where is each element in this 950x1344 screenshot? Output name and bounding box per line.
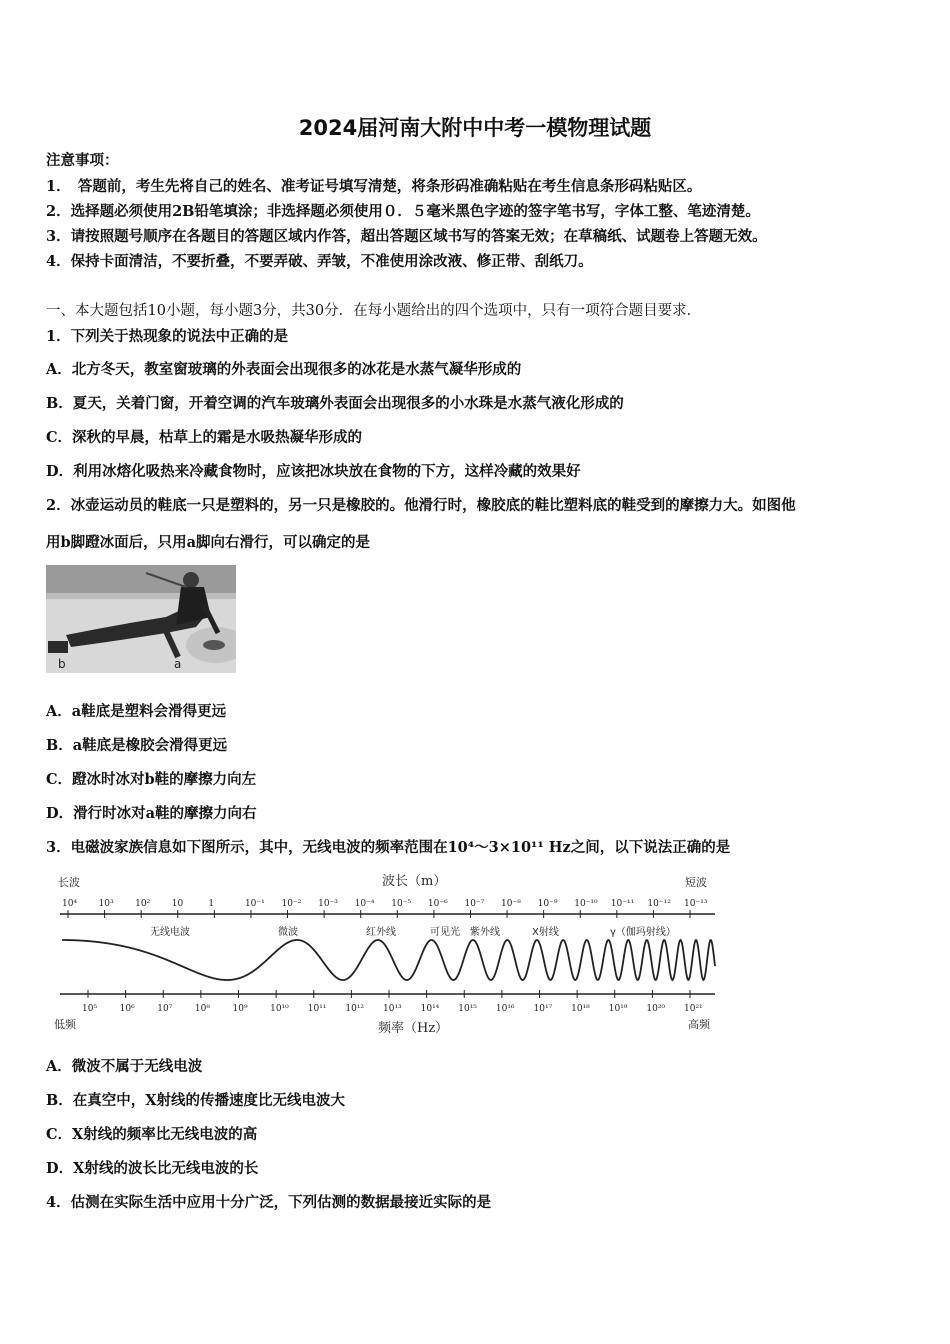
wavelength-tick-label: 10⁻¹²	[647, 899, 671, 909]
label-high-freq: 高频	[688, 1018, 710, 1031]
q1-option-c: C．深秋的早晨，枯草上的霜是水吸热凝华形成的	[46, 429, 363, 446]
photo-label-b: b	[58, 657, 66, 671]
q3-option-a: A．微波不属于无线电波	[46, 1058, 203, 1075]
frequency-tick-label: 10²¹	[684, 1004, 703, 1014]
frequency-tick-label: 10¹⁷	[533, 1004, 553, 1014]
wavelength-tick-label: 10⁻⁵	[391, 899, 412, 909]
frequency-tick-label: 10⁹	[232, 1004, 248, 1014]
band-label: X射线	[532, 927, 559, 938]
wavelength-tick-label: 10⁻⁶	[427, 899, 448, 909]
notice-heading: 注意事项：	[46, 152, 119, 169]
wavelength-tick-label: 10⁻¹	[244, 899, 265, 909]
q1-option-b: B．夏天，关着门窗，开着空调的汽车玻璃外表面会出现很多的小水珠是水蒸气液化形成的	[46, 395, 624, 412]
wavelength-tick-label: 10²	[135, 899, 151, 909]
frequency-tick-label: 10¹⁵	[458, 1004, 477, 1014]
q3-option-c: C．X射线的频率比无线电波的高	[46, 1126, 258, 1143]
q2-option-b: B．a鞋底是橡胶会滑得更远	[46, 737, 228, 754]
curling-photo	[46, 565, 236, 673]
q2-option-a: A．a鞋底是塑料会滑得更远	[46, 703, 227, 720]
label-short-wave: 短波	[685, 876, 707, 889]
label-long-wave: 长波	[58, 876, 80, 889]
page-title: 2024届河南大附中中考一模物理试题	[298, 116, 652, 140]
wavelength-tick-label: 10⁻⁹	[537, 899, 558, 909]
frequency-tick-label: 10¹⁴	[420, 1004, 440, 1014]
q1-option-d: D．利用冰熔化吸热来冷藏食物时，应该把冰块放在食物的下方，这样冷藏的效果好	[46, 463, 581, 480]
wavelength-tick-label: 10⁻⁴	[354, 899, 375, 909]
frequency-tick-label: 10⁷	[157, 1004, 173, 1014]
notice-item: 1． 答题前，考生先将自己的姓名、准考证号填写清楚，将条形码准确粘贴在考生信息条形码粘贴区。	[46, 178, 702, 195]
frequency-tick-label: 10²⁰	[646, 1004, 666, 1014]
notice-item: 2．选择题必须使用2B铅笔填涂；非选择题必须使用０．５毫米黑色字迹的签字笔书写，字体工整、笔迹清楚。	[46, 203, 760, 220]
q2-option-c: C．蹬冰时冰对b鞋的摩擦力向左	[46, 771, 257, 788]
frequency-tick-label: 10¹⁸	[571, 1004, 590, 1014]
frequency-tick-label: 10⁸	[194, 1004, 210, 1014]
wavelength-tick-label: 10⁻⁷	[464, 899, 485, 909]
wavelength-tick-label: 10⁻³	[318, 899, 338, 909]
frequency-tick-label: 10¹⁰	[270, 1004, 289, 1014]
band-label: 微波	[278, 927, 298, 938]
q3-option-d: D．X射线的波长比无线电波的长	[46, 1160, 259, 1177]
frequency-tick-label: 10⁶	[119, 1004, 135, 1014]
frequency-tick-label: 10¹²	[345, 1004, 365, 1014]
wavelength-tick-label: 10³	[98, 899, 114, 909]
wavelength-tick-label: 10⁻²	[281, 899, 302, 909]
q1-option-a: A．北方冬天，教室窗玻璃的外表面会出现很多的冰花是水蒸气凝华形成的	[46, 361, 522, 378]
photo-label-a: a	[174, 657, 182, 671]
frequency-tick-label: 10¹¹	[307, 1004, 327, 1014]
band-label: 可见光	[430, 927, 460, 938]
wavelength-tick-label: 10⁻¹³	[684, 899, 708, 909]
wavelength-tick-label: 10⁻¹⁰	[574, 899, 598, 909]
band-label: 紫外线	[470, 927, 500, 938]
wavelength-tick-label: 10⁻⁸	[501, 899, 521, 909]
q1-stem: 1．下列关于热现象的说法中正确的是	[46, 328, 289, 345]
q4-stem: 4．估测在实际生活中应用十分广泛，下列估测的数据最接近实际的是	[46, 1194, 492, 1211]
q2-option-d: D．滑行时冰对a鞋的摩擦力向右	[46, 805, 257, 822]
q3-stem: 3．电磁波家族信息如下图所示，其中，无线电波的频率范围在10⁴～3×10¹¹ Hz之间，以下说法正确的是	[46, 839, 731, 856]
notice-item: 4．保持卡面清洁，不要折叠，不要弄破、弄皱，不准使用涂改液、修正带、刮纸刀。	[46, 253, 593, 270]
frequency-tick-label: 10¹³	[383, 1004, 402, 1014]
em-spectrum-diagram	[50, 868, 720, 1036]
frequency-title: 频率（Hz）	[378, 1021, 449, 1036]
q3-option-b: B．在真空中，X射线的传播速度比无线电波大	[46, 1092, 346, 1109]
q2-stem-line2: 用b脚蹬冰面后，只用a脚向右滑行，可以确定的是	[46, 534, 371, 551]
wavelength-title: 波长（m）	[382, 874, 447, 889]
frequency-tick-label: 10¹⁹	[608, 1004, 628, 1014]
notice-item: 3．请按照题号顺序在各题目的答题区域内作答，超出答题区域书写的答案无效；在草稿纸、试题卷上答题无效。	[46, 228, 767, 245]
label-low-freq: 低频	[54, 1018, 76, 1031]
em-wave-curve	[62, 940, 715, 980]
frequency-tick-label: 10¹⁶	[495, 1004, 515, 1014]
q2-stem-line1: 2．冰壶运动员的鞋底一只是塑料的，另一只是橡胶的。他滑行时，橡胶底的鞋比塑料底的鞋受到的摩擦力大。如图他	[46, 497, 796, 514]
wavelength-tick-label: 10⁻¹¹	[610, 899, 635, 909]
wavelength-tick-label: 10⁴	[62, 899, 78, 909]
frequency-tick-label: 10⁵	[82, 1004, 98, 1014]
section-heading: 一、本大题包括10小题，每小题3分，共30分．在每小题给出的四个选项中，只有一项符合题目要求．	[46, 303, 702, 319]
band-label: γ（伽玛射线）	[610, 927, 676, 938]
band-label: 红外线	[366, 927, 396, 938]
wavelength-tick-label: 1	[208, 899, 215, 909]
band-label: 无线电波	[150, 927, 190, 938]
wavelength-tick-label: 10	[171, 899, 184, 909]
